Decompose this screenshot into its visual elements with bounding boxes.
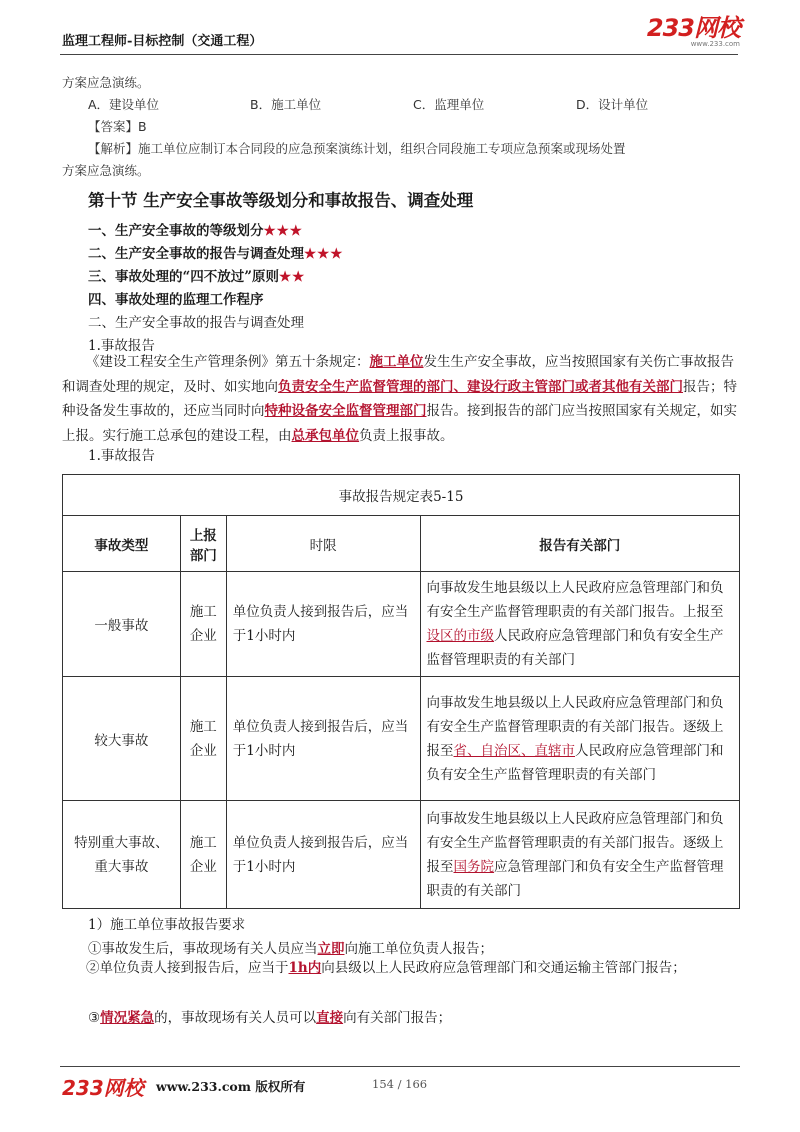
sub-item-2: 1.事故报告: [88, 448, 155, 464]
option-b: B．施工单位: [250, 97, 322, 112]
outline-item-text: 一、生产安全事故的等级划分: [88, 223, 264, 239]
req-highlight: 情况紧急: [100, 1010, 155, 1026]
analysis-line-1: 【解析】施工单位应制订本合同段的应急预案演练计划，组织合同段施工专项应急预案或现场处置: [88, 141, 626, 156]
answer-text: 【答案】B: [88, 119, 147, 134]
header-title: 监理工程师-目标控制（交通工程）: [62, 34, 263, 49]
report-authority: [420, 801, 740, 909]
requirement-3: [88, 1006, 451, 1026]
table-title: 事故报告规定表5-15: [63, 475, 740, 516]
req-text: 的，事故现场有关人员可以: [154, 1010, 317, 1026]
req-text: ①事故发生后，事故现场有关人员应当: [88, 941, 318, 957]
para-text: 报告；特种设备发生事故的，还应当同时向: [62, 378, 737, 419]
cell-text: 人民政府应急管理部门和负有安全生产监督管理职责的有关部门: [426, 742, 724, 783]
logo-url: www.233.com: [690, 40, 740, 48]
para-highlight: 特种设备安全监督管理部门: [264, 403, 427, 419]
para-highlight: 施工单位: [369, 354, 424, 370]
req-text: 向县级以上人民政府应急管理部门和交通运输主管部门报告；: [321, 960, 686, 976]
table-header: 事故类型: [63, 516, 181, 572]
regulation-paragraph: [62, 350, 742, 448]
footer-copyright: www.233.com 版权所有: [156, 1079, 306, 1094]
cell-highlight: 设区的市级: [426, 628, 494, 644]
table-header: 报告有关部门: [420, 516, 740, 572]
report-dept: 施工企业: [180, 677, 226, 801]
footer-logo[interactable]: 233网校: [62, 1076, 144, 1100]
time-limit: 单位负责人接到报告后，应当于1小时内: [226, 677, 420, 801]
footer-divider: [60, 1066, 740, 1067]
analysis-line-2: 方案应急演练。: [62, 163, 150, 178]
page-number: 154 / 166: [372, 1077, 428, 1091]
cell-text: 应急管理部门和负有安全生产监督管理职责的有关部门: [426, 858, 724, 899]
req-highlight: 1h内: [288, 960, 322, 976]
requirement-2: [62, 956, 742, 981]
requirement-1: [88, 937, 493, 957]
req-text: 向有关部门报告；: [343, 1010, 452, 1026]
outline-item-3: [88, 265, 305, 285]
outline-item-2: [88, 242, 343, 262]
table-row: [63, 801, 740, 909]
table-row: [63, 677, 740, 801]
report-authority: [420, 572, 740, 677]
outline-item-text: 三、事故处理的“四不放过”原则: [88, 269, 280, 285]
outline-item-1: [88, 219, 303, 239]
table-header: 上报部门: [180, 516, 226, 572]
para-highlight: 总承包单位: [291, 427, 359, 444]
question-tail-text: 方案应急演练。: [62, 75, 150, 90]
option-a: A．建设单位: [88, 97, 160, 112]
time-limit: 单位负责人接到报告后，应当于1小时内: [226, 572, 420, 677]
cell-text: 向事故发生地县级以上人民政府应急管理部门和负有安全生产监督管理职责的有关部门报告。逐级上报至: [426, 694, 724, 759]
star-rating: ★★: [279, 269, 306, 285]
para-text: 发生生产安全事故，应当按照国家有关伤亡事故报告和调查处理的规定，及时、如实地向: [62, 354, 734, 395]
outline-item-4: [88, 288, 264, 308]
time-limit: 单位负责人接到报告后，应当于1小时内: [226, 801, 420, 909]
section-title: 第十节 生产安全事故等级划分和事故报告、调查处理: [88, 191, 474, 210]
para-text: 《建设工程安全生产管理条例》第五十条规定：: [86, 354, 370, 370]
req-text: ③: [88, 1010, 101, 1026]
sub-item: 1.事故报告: [88, 338, 155, 354]
logo-text: 233网校: [646, 14, 740, 42]
option-d: D．设计单位: [576, 97, 649, 112]
para-text: 报告。接到报告的部门应当按照国家有关规定，如实上报。实行施工总承包的建设工程，由: [62, 403, 737, 444]
requirements-title: 1）施工单位事故报告要求: [88, 917, 246, 933]
outline-item-text: 二、生产安全事故的报告与调查处理: [88, 246, 304, 262]
sub-heading: 二、生产安全事故的报告与调查处理: [88, 315, 304, 331]
report-dept: 施工企业: [180, 572, 226, 677]
table-row: [63, 572, 740, 677]
cell-text: 向事故发生地县级以上人民政府应急管理部门和负有安全生产监督管理职责的有关部门报告。上报至: [426, 580, 724, 620]
accident-type: 一般事故: [63, 572, 181, 677]
cell-text: 向事故发生地县级以上人民政府应急管理部门和负有安全生产监督管理职责的有关部门报告。逐级上报至: [426, 810, 724, 875]
req-text: 向施工单位负责人报告；: [344, 941, 493, 957]
req-text: ②单位负责人接到报告后，应当于: [86, 960, 289, 976]
req-highlight: 直接: [316, 1010, 344, 1026]
star-rating: ★★★: [263, 223, 303, 239]
para-text: 负责上报事故。: [359, 427, 454, 444]
accident-report-table: [62, 474, 740, 909]
outline-item-text: 四、事故处理的监理工作程序: [88, 292, 264, 308]
table-header: 时限: [226, 516, 420, 572]
cell-highlight: 国务院: [453, 858, 494, 875]
option-c: C．监理单位: [413, 97, 485, 112]
accident-type: 较大事故: [63, 677, 181, 801]
report-authority: [420, 677, 740, 801]
report-dept: 施工企业: [180, 801, 226, 909]
req-highlight: 立即: [317, 941, 345, 957]
para-highlight: 负责安全生产监督管理的部门、建设行政主管部门或者其他有关部门: [278, 378, 683, 395]
header-divider: [60, 54, 738, 55]
accident-type: 特别重大事故、重大事故: [63, 801, 181, 909]
brand-logo[interactable]: [647, 16, 740, 48]
cell-highlight: 省、自治区、直辖市: [453, 742, 575, 759]
cell-text: 人民政府应急管理部门和负有安全生产监督管理职责的有关部门: [426, 628, 724, 668]
star-rating: ★★★: [304, 246, 344, 262]
